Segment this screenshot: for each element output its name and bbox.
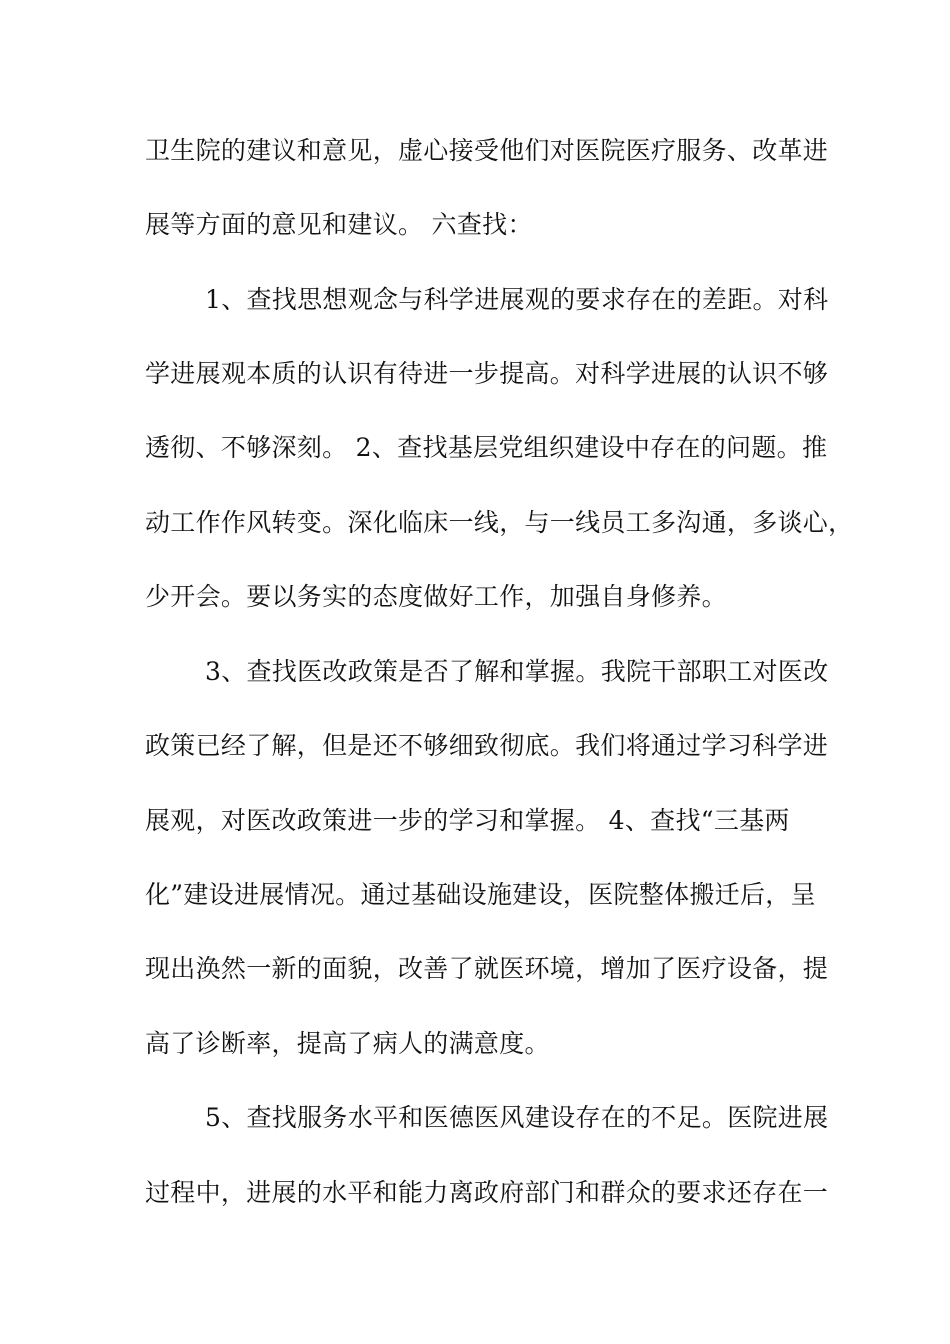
text-line: 3、查找医改政策是否了解和掌握。我院干部职工对医改	[205, 657, 829, 686]
text-line: 化”建设进展情况。通过基础设施建设，医院整体搬迁后，呈	[145, 880, 816, 909]
text-line: 5、查找服务水平和医德医风建设存在的不足。医院进展	[205, 1103, 829, 1132]
text-line: 少开会。要以务实的态度做好工作，加强自身修养。	[145, 582, 727, 611]
text-line: 透彻、不够深刻。 2、查找基层党组织建设中存在的问题。推	[145, 433, 828, 462]
text-line: 高了诊断率，提高了病人的满意度。	[145, 1029, 550, 1058]
text-line: 展等方面的意见和建议。 六查找：	[145, 210, 533, 239]
text-line: 卫生院的建议和意见，虚心接受他们对医院医疗服务、改革进	[145, 136, 829, 165]
text-line: 动工作作风转变。深化临床一线，与一线员工多沟通，多谈心，	[145, 508, 854, 537]
text-line: 政策已经了解，但是还不够细致彻底。我们将通过学习科学进	[145, 731, 829, 760]
text-line: 1、查找思想观念与科学进展观的要求存在的差距。对科	[205, 285, 829, 314]
text-line: 现出涣然一新的面貌，改善了就医环境，增加了医疗设备，提	[145, 954, 829, 983]
text-line: 学进展观本质的认识有待进一步提高。对科学进展的认识不够	[145, 359, 829, 388]
text-line: 过程中，进展的水平和能力离政府部门和群众的要求还存在一	[145, 1178, 829, 1207]
text-line: 展观，对医改政策进一步的学习和掌握。 4、查找“三基两	[145, 806, 790, 835]
